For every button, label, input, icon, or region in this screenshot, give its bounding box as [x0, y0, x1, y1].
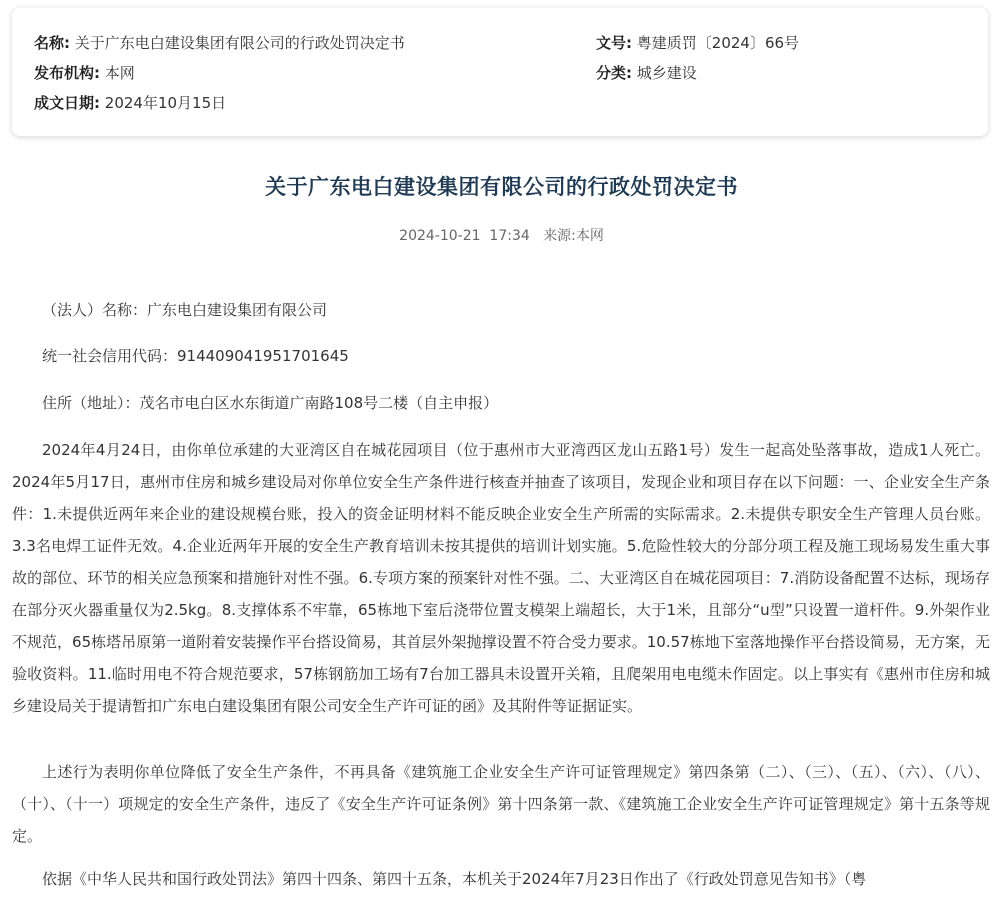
publish-datetime: 2024-10-21 17:34 — [399, 228, 530, 244]
info-doc-no — [596, 33, 799, 53]
document-info-card — [12, 8, 988, 136]
para-legal-name: （法人）名称：广东电白建设集团有限公司 — [42, 301, 328, 319]
info-publisher-value: 本网 — [104, 64, 135, 82]
info-category-value: 城乡建设 — [636, 64, 697, 82]
info-name-label: 名称: — [34, 34, 70, 52]
para-credit-code: 统一社会信用代码：914409041951701645 — [42, 347, 349, 365]
info-date — [34, 93, 226, 113]
para-violation: 上述行为表明你单位降低了安全生产条件，不再具备《建筑施工企业安全生产许可证管理规定》第四条第（二）、（三）、（五）、（六）、（八）、（十）、（十一）项规定的安全生产条件，违反了《安全生产许可证条例》第十四条第一款、《建筑施工企业安全生产许可证管理规定》第十五条等规定。 — [12, 763, 990, 845]
info-category-label: 分类: — [596, 64, 632, 82]
source-label: 来源: — [543, 228, 576, 244]
info-doc-no-value: 粤建质罚〔2024〕66号 — [636, 34, 800, 52]
article-title: 关于广东电白建设集团有限公司的行政处罚决定书 — [265, 175, 738, 199]
source-value: 本网 — [575, 228, 604, 244]
article-meta — [0, 226, 1003, 246]
info-doc-no-label: 文号: — [596, 34, 632, 52]
info-category — [596, 63, 697, 83]
info-name-value: 关于广东电白建设集团有限公司的行政处罚决定书 — [74, 34, 405, 52]
para-basis: 依据《中华人民共和国行政处罚法》第四十四条、第四十五条，本机关于2024年7月23日作出了《行政处罚意见告知书》（粤 — [42, 870, 867, 888]
para-address: 住所（地址）：茂名市电白区水东街道广南路108号二楼（自主申报） — [42, 394, 499, 412]
para-facts: 2024年4月24日，由你单位承建的大亚湾区自在城花园项目（位于惠州市大亚湾西区龙山五路1号）发生一起高处坠落事故，造成1人死亡。2024年5月17日，惠州市住房和城乡建设局对你单位安全生产条件进行核查并抽查了该项目，发现企业和项目存在以下问题：一、企业安全生产条件：1.未提供近两年来企业的建设规模台账，投入的资金证明材料不能反映企业安全生产所需的实际需求。2.未提供专职安全生产管理人员台账。3.3名电焊工证件无效。4.企业近两年开展的安全生产教育培训未按其提供的培训计划实施。5.危险性较大的分部分项工程及施工现场易发生重大事故的部位、环节的相关应急预案和措施针对性不强。6.专项方案的预案针对性不强。二、大亚湾区自在城花园项目：7.消防设备配置不达标，现场存在部分灭火器重量仅为2.5kg。8.支撑体系不牢靠，65栋地下室后浇带位置支模架上端超长，大于1米，且部分“u型”只设置一道杆件。9.外架作业不规范，65栋塔吊原第一道附着安装操作平台搭设简易，其首层外架抛撑设置不符合受力要求。10.57栋地下室落地操作平台搭设简易，无方案，无验收资料。11.临时用电不符合规范要求，57栋钢筋加工场有7台加工器具未设置开关箱，且爬架用电电缆未作固定。以上事实有《惠州市住房和城乡建设局关于提请暂扣广东电白建设集团有限公司安全生产许可证的函》及其附件等证据证实。 — [12, 441, 990, 715]
info-date-value: 2024年10月15日 — [104, 94, 227, 112]
info-name — [34, 33, 405, 53]
info-date-label: 成文日期: — [34, 94, 100, 112]
info-publisher — [34, 63, 135, 83]
info-publisher-label: 发布机构: — [34, 64, 100, 82]
